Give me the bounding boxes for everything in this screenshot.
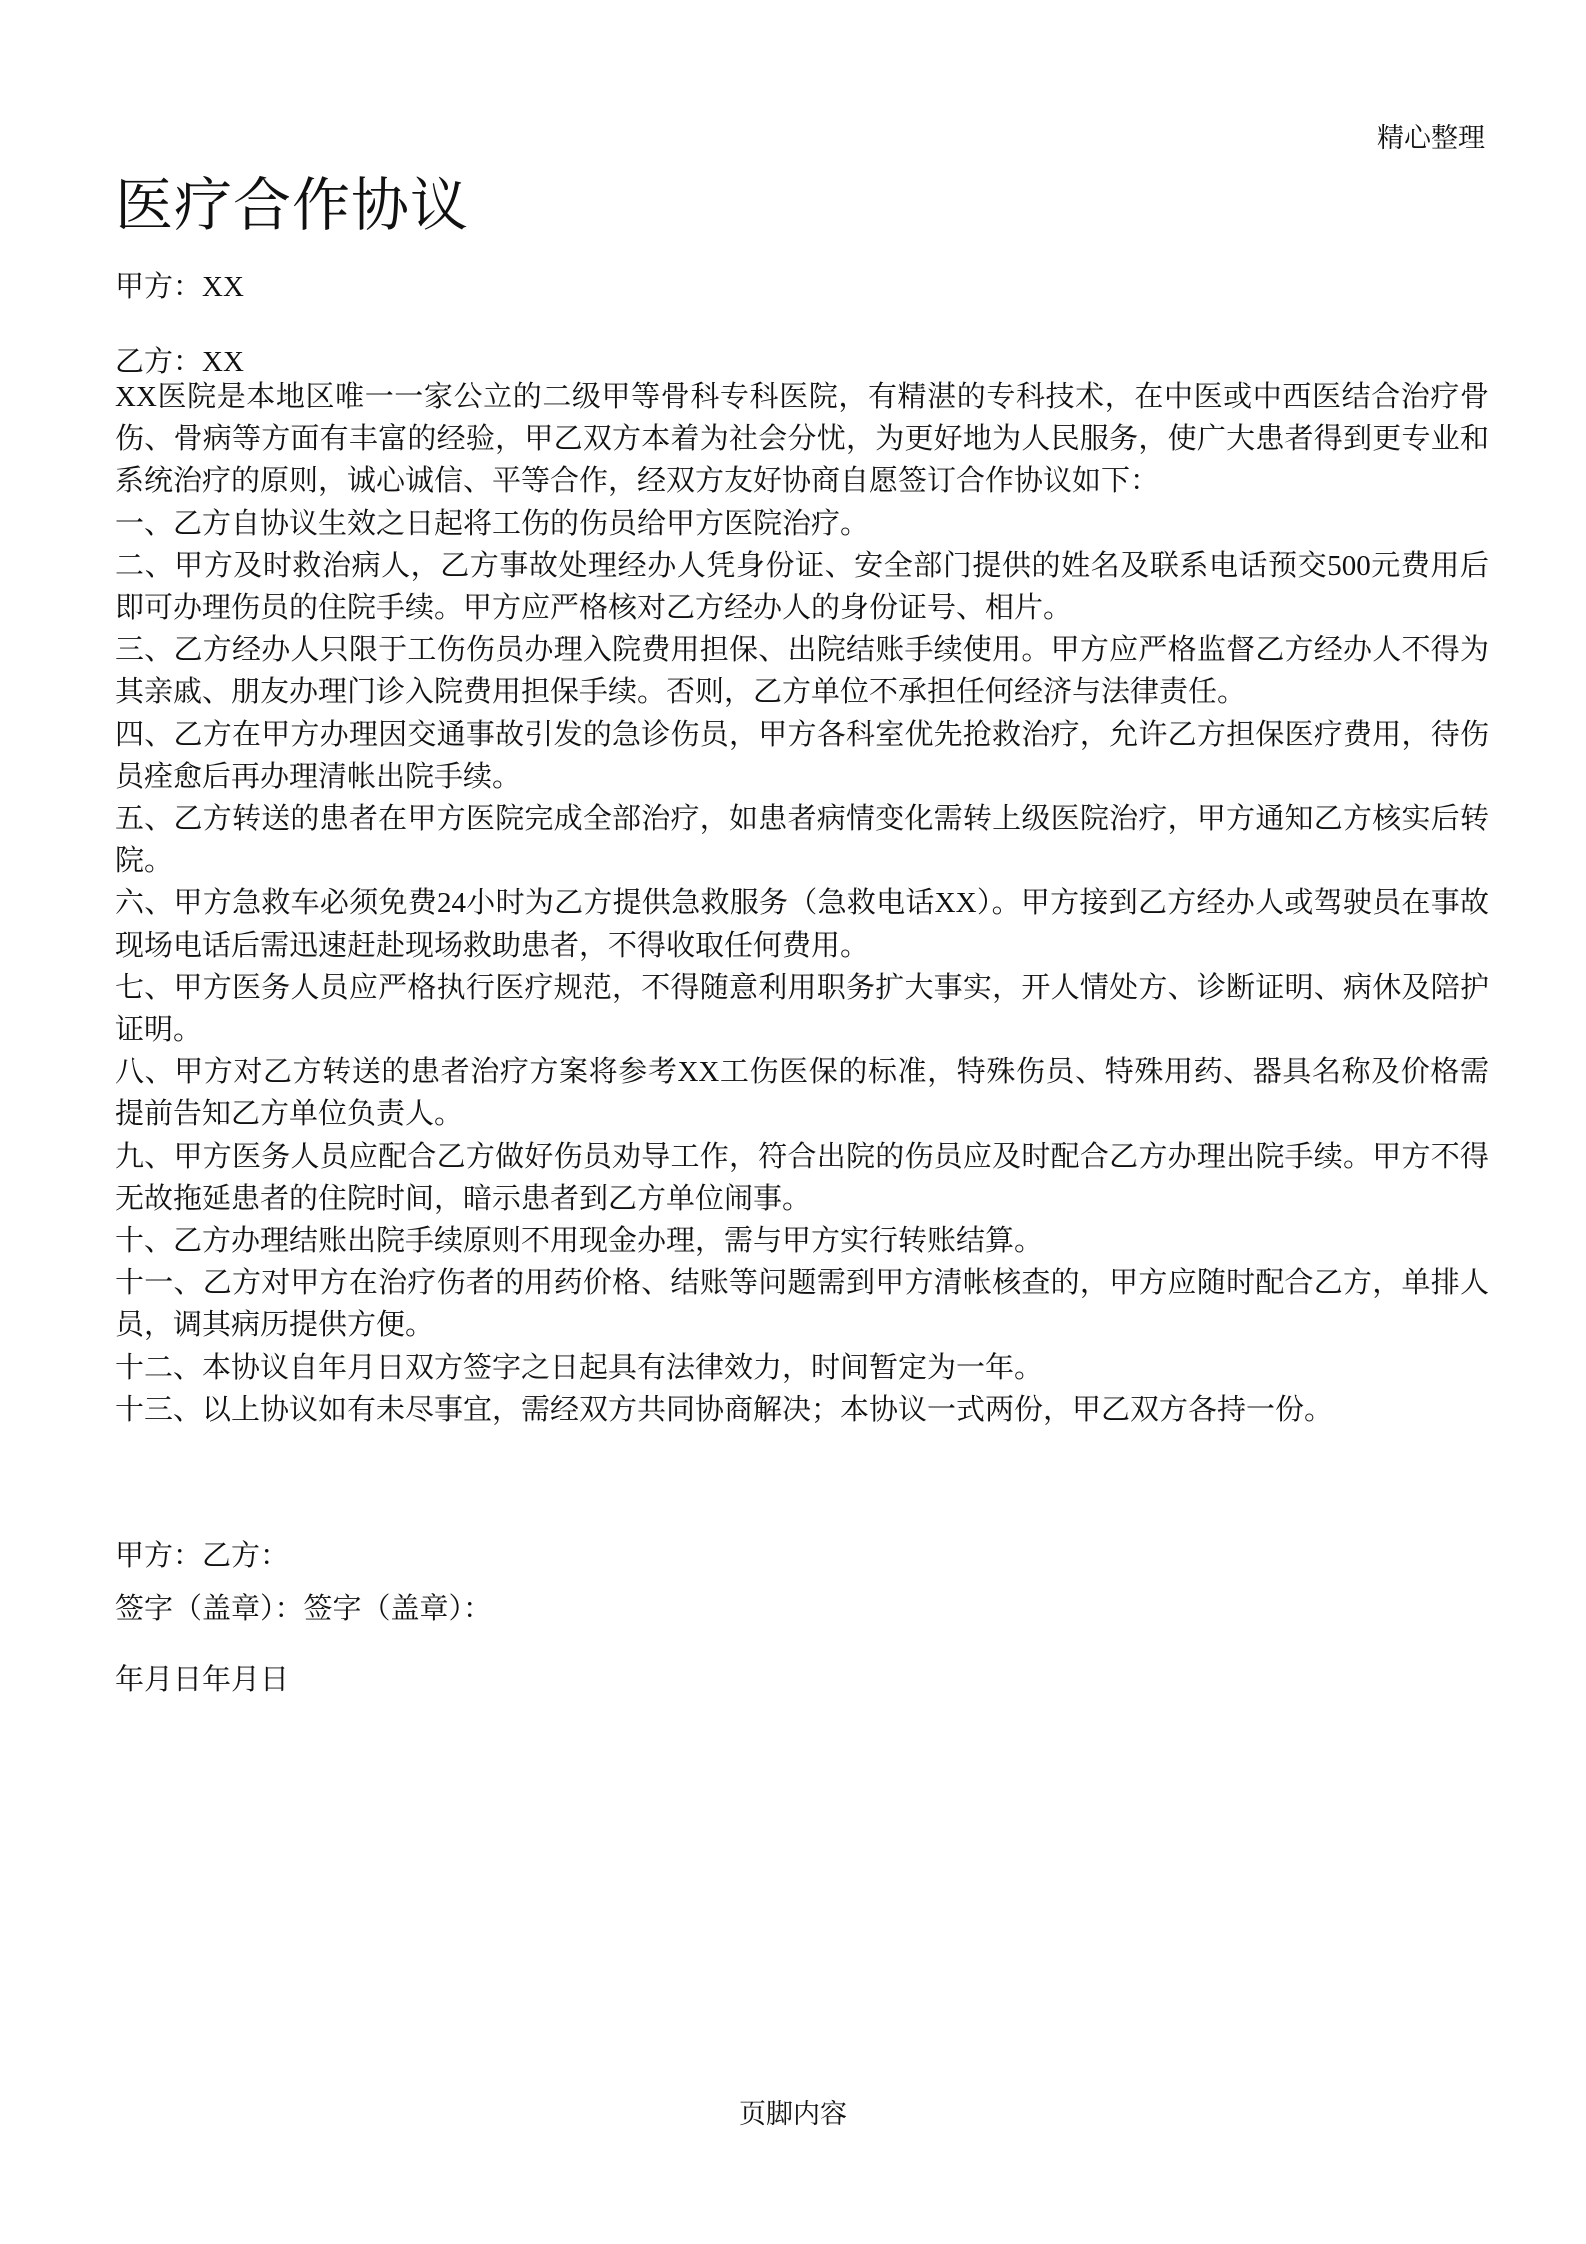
clause-9: 九、甲方医务人员应配合乙方做好伤员劝导工作，符合出院的伤员应及时配合乙方办理出院手续。甲方不得无故拖延患者的住院时间，暗示患者到乙方单位闹事。: [115, 1140, 1489, 1215]
party-b: 乙方：XX: [115, 346, 244, 378]
clause-11: 十一、乙方对甲方在治疗伤者的用药价格、结账等问题需到甲方清帐核查的，甲方应随时配合乙方，单排人员，调其病历提供方便。: [115, 1267, 1489, 1342]
clause-1: 一、乙方自协议生效之日起将工伤的伤员给甲方医院治疗。: [115, 507, 870, 540]
clause-4: 四、乙方在甲方办理因交通事故引发的急诊伤员，甲方各科室优先抢救治疗，允许乙方担保医疗费用，待伤员痊愈后再办理清帐出院手续。: [115, 718, 1489, 793]
signature-date: 年月日年月日: [115, 1664, 290, 1696]
page-footer: 页脚内容: [739, 2099, 847, 2129]
clause-8: 八、甲方对乙方转送的患者治疗方案将参考XX工伤医保的标准，特殊伤员、特殊用药、器具名称及价格需提前告知乙方单位负责人。: [115, 1056, 1489, 1131]
header-note: 精心整理: [1377, 123, 1485, 153]
intro-paragraph: XX医院是本地区唯一一家公立的二级甲等骨科专科医院，有精湛的专科技术，在中医或中西医结合治疗骨伤、骨病等方面有丰富的经验，甲乙双方本着为社会分忧，为更好地为人民服务，使广大患者得到更专业和系统治疗的原则，诚心诚信、平等合作，经双方友好协商自愿签订合作协议如下：: [115, 381, 1489, 498]
clause-2: 二、甲方及时救治病人，乙方事故处理经办人凭身份证、安全部门提供的姓名及联系电话预交500元费用后即可办理伤员的住院手续。甲方应严格核对乙方经办人的身份证号、相片。: [115, 549, 1489, 625]
clause-12: 十二、本协议自年月日双方签字之日起具有法律效力，时间暂定为一年。: [115, 1351, 1044, 1384]
document-title: 医疗合作协议: [115, 173, 470, 238]
signature-parties: 甲方：乙方：: [115, 1540, 290, 1572]
clause-3: 三、乙方经办人只限于工伤伤员办理入院费用担保、出院结账手续使用。甲方应严格监督乙方经办人不得为其亲戚、朋友办理门诊入院费用担保手续。否则，乙方单位不承担任何经济与法律责任。: [115, 634, 1489, 709]
signature-seal: 签字（盖章）：签字（盖章）：: [115, 1593, 493, 1625]
clause-13: 十三、以上协议如有未尽事宜，需经双方共同协商解决；本协议一式两份，甲乙双方各持一份。: [115, 1393, 1334, 1426]
agreement-body: [115, 376, 1489, 1431]
clause-6: 六、甲方急救车必须免费24小时为乙方提供急救服务（急救电话XX）。甲方接到乙方经办人或驾驶员在事故现场电话后需迅速赶赴现场救助患者，不得收取任何费用。: [115, 887, 1489, 962]
clause-10: 十、乙方办理结账出院手续原则不用现金办理，需与甲方实行转账结算。: [115, 1225, 1044, 1258]
clause-7: 七、甲方医务人员应严格执行医疗规范，不得随意利用职务扩大事实，开人情处方、诊断证明、病休及陪护证明。: [115, 971, 1489, 1047]
party-a: 甲方：XX: [115, 271, 244, 303]
clause-5: 五、乙方转送的患者在甲方医院完成全部治疗，如患者病情变化需转上级医院治疗，甲方通知乙方核实后转院。: [115, 803, 1489, 878]
